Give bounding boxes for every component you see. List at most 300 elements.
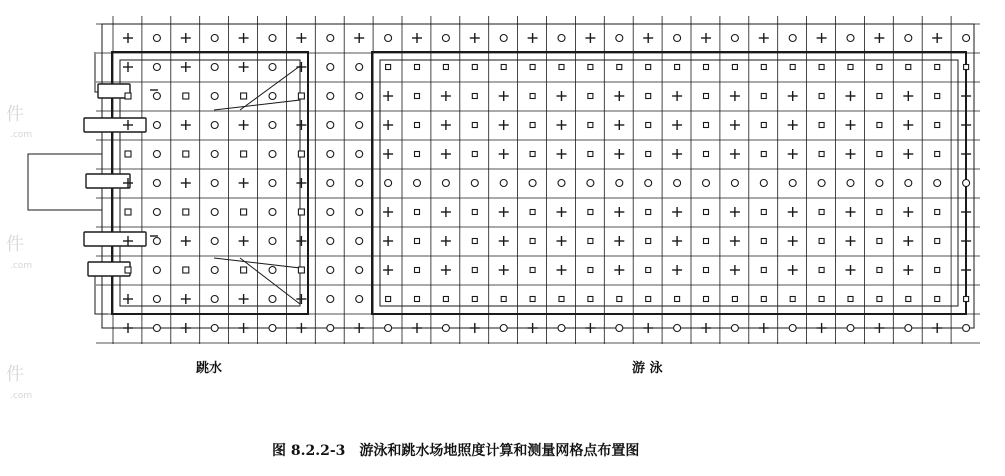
square-point [588,65,593,70]
diving-board [84,232,146,246]
circle-point [327,122,334,129]
square-point [761,152,766,157]
square-point [906,65,911,70]
square-point [877,94,882,99]
circle-point [500,325,507,332]
circle-point [327,296,334,303]
square-point [935,152,940,157]
cross-point [961,149,971,159]
cross-point [788,120,798,130]
square-point [732,297,737,302]
circle-point [327,93,334,100]
cross-point [961,265,971,275]
square-point [125,209,131,215]
diving-zone-line [214,66,300,110]
square-point [415,152,420,157]
cross-point [874,323,884,333]
cross-point [412,33,422,43]
circle-point [818,180,825,187]
circle-point [327,35,334,42]
square-point [732,65,737,70]
diving-board [88,262,130,276]
square-point [877,65,882,70]
square-point [183,267,189,273]
cross-point [903,91,913,101]
square-point [415,268,420,273]
cross-point [672,265,682,275]
cross-point [239,120,249,130]
cross-point [412,323,422,333]
square-point [935,239,940,244]
square-point [472,152,477,157]
watermark-domain: .com [10,391,33,401]
cross-point [557,149,567,159]
cross-point [701,323,711,333]
circle-point [211,180,218,187]
circle-point [674,180,681,187]
square-point [935,65,940,70]
cross-point [181,178,191,188]
square-point [472,94,477,99]
square-point [646,152,651,157]
circle-point [269,296,276,303]
square-point [704,268,709,273]
cross-point [123,323,133,333]
cross-point [181,294,191,304]
cross-point [239,178,249,188]
circle-point [211,35,218,42]
circle-point [153,238,160,245]
cross-point [788,91,798,101]
square-point [415,123,420,128]
circle-point [269,238,276,245]
square-point [761,210,766,215]
cross-point [296,178,306,188]
square-point [530,210,535,215]
square-point [530,152,535,157]
cross-point [730,236,740,246]
cross-point [903,265,913,275]
measurement-grid-lines [96,16,980,344]
square-point [472,268,477,273]
circle-point [789,35,796,42]
square-point [183,209,189,215]
square-point [646,239,651,244]
watermark-domain: .com [10,130,33,140]
square-point [588,94,593,99]
square-point [790,297,795,302]
cross-point [383,120,393,130]
cross-point [643,323,653,333]
square-point [415,210,420,215]
circle-point [471,180,478,187]
circle-point [153,209,160,216]
cross-point [614,91,624,101]
measurement-points [123,33,971,333]
square-point [125,93,131,99]
square-point [530,65,535,70]
cross-point [932,33,942,43]
cross-point [585,323,595,333]
cross-point [296,323,306,333]
square-point [935,268,940,273]
cross-point [672,91,682,101]
square-point [675,65,680,70]
square-point [298,267,304,273]
circle-point [356,64,363,71]
square-point [530,123,535,128]
square-point [501,65,506,70]
square-point [588,210,593,215]
square-point [906,297,911,302]
square-point [877,210,882,215]
diving-area-label: 跳水 [196,361,223,376]
cross-point [846,265,856,275]
circle-point [529,180,536,187]
cross-point [441,120,451,130]
circle-point [963,180,970,187]
circle-point [153,325,160,332]
square-point [415,65,420,70]
square-point [761,65,766,70]
cross-point [441,265,451,275]
circle-point [847,180,854,187]
square-point [848,297,853,302]
square-point [241,151,247,157]
cross-point [239,323,249,333]
circle-point [211,64,218,71]
circle-point [731,35,738,42]
circle-point [327,209,334,216]
square-point [241,93,247,99]
cross-point [296,236,306,246]
circle-point [356,93,363,100]
cross-point [499,207,509,217]
circle-point [153,122,160,129]
square-point [472,297,477,302]
cross-point [383,236,393,246]
circle-point [269,180,276,187]
circle-point [269,122,276,129]
square-point [819,65,824,70]
square-point [588,268,593,273]
circle-point [385,180,392,187]
watermark-glyph: 件 [6,104,24,125]
circle-point [847,325,854,332]
square-point [415,94,420,99]
square-point [559,65,564,70]
cross-point [614,265,624,275]
cross-point [961,91,971,101]
cross-point [614,207,624,217]
circle-point [616,325,623,332]
cross-point [441,207,451,217]
square-point [646,297,651,302]
cross-point [181,120,191,130]
square-point [761,239,766,244]
diving-board [84,118,146,132]
cross-point [239,33,249,43]
circle-point [327,325,334,332]
cross-point [383,91,393,101]
cross-point [181,33,191,43]
square-point [704,239,709,244]
square-point [646,123,651,128]
circle-point [789,325,796,332]
circle-point [327,180,334,187]
circle-point [356,122,363,129]
cross-point [470,33,480,43]
square-point [964,297,969,302]
circle-point [211,151,218,158]
square-point [588,152,593,157]
square-point [241,267,247,273]
square-point [675,297,680,302]
square-point [530,297,535,302]
square-point [761,268,766,273]
circle-point [211,122,218,129]
cross-point [528,323,538,333]
square-point [125,267,131,273]
circle-point [269,93,276,100]
circle-point [269,209,276,216]
square-point [761,297,766,302]
cross-point [296,62,306,72]
cross-point [499,91,509,101]
circle-point [356,267,363,274]
cross-point [730,149,740,159]
circle-point [211,238,218,245]
square-point [761,123,766,128]
cross-point [846,236,856,246]
cross-point [614,236,624,246]
square-point [183,93,189,99]
square-point [877,268,882,273]
cross-point [701,33,711,43]
square-point [588,239,593,244]
watermark-domain: .com [10,261,33,271]
square-point [472,123,477,128]
square-point [646,210,651,215]
square-point [877,297,882,302]
square-point [964,65,969,70]
circle-point [211,296,218,303]
square-point [877,123,882,128]
square-point [819,239,824,244]
circle-point [963,35,970,42]
square-point [819,152,824,157]
cross-point [730,207,740,217]
swimming-area-label: 游 泳 [632,361,663,376]
circle-point [269,151,276,158]
square-point [415,239,420,244]
cross-point [441,149,451,159]
square-point [386,65,391,70]
square-point [472,65,477,70]
square-point [559,297,564,302]
cross-point [239,294,249,304]
circle-point [558,35,565,42]
square-point [617,65,622,70]
square-point [472,210,477,215]
cross-point [499,120,509,130]
cross-point [846,149,856,159]
circle-point [442,325,449,332]
cross-point [557,120,567,130]
circle-point [211,325,218,332]
cross-point [614,149,624,159]
cross-point [788,149,798,159]
square-point [704,297,709,302]
circle-point [414,180,421,187]
cross-point [846,207,856,217]
circle-point [153,267,160,274]
circle-point [211,93,218,100]
circle-point [963,325,970,332]
figure-caption: 图 8.2.2-3 游泳和跳水场地照度计算和测量网格点布置图 [272,443,640,459]
cross-point [846,91,856,101]
square-point [877,239,882,244]
cross-point [181,236,191,246]
cross-point [903,120,913,130]
cross-point [932,323,942,333]
cross-point [788,236,798,246]
circle-point [356,209,363,216]
circle-point [645,180,652,187]
square-point [443,297,448,302]
square-point [819,210,824,215]
square-point [935,94,940,99]
circle-point [442,180,449,187]
circle-point [905,35,912,42]
circle-point [153,296,160,303]
cross-point [788,265,798,275]
cross-point [672,149,682,159]
square-point [790,65,795,70]
cross-point [672,207,682,217]
cross-point [499,149,509,159]
square-point [935,297,940,302]
circle-point [847,35,854,42]
square-point [443,65,448,70]
cross-point [903,236,913,246]
diving-board [86,174,130,188]
circle-point [442,35,449,42]
diving-basin [112,52,308,314]
cross-point [759,323,769,333]
cross-point [470,323,480,333]
square-point [530,268,535,273]
square-point [819,94,824,99]
circle-point [616,180,623,187]
square-point [298,151,304,157]
cross-point [614,120,624,130]
circle-point [905,325,912,332]
square-point [761,94,766,99]
cross-point [383,265,393,275]
square-point [298,209,304,215]
cross-point [557,236,567,246]
square-point [848,65,853,70]
square-point [646,268,651,273]
cross-point [643,33,653,43]
square-point [125,151,131,157]
cross-point [961,207,971,217]
cross-point [296,33,306,43]
circle-point [153,93,160,100]
cross-point [354,33,364,43]
square-point [183,151,189,157]
square-point [877,152,882,157]
cross-point [557,207,567,217]
circle-point [616,35,623,42]
circle-point [934,180,941,187]
circle-point [789,180,796,187]
circle-point [760,180,767,187]
cross-point [557,265,567,275]
circle-point [703,180,710,187]
circle-point [153,64,160,71]
diving-zone-line [214,258,300,304]
cross-point [383,207,393,217]
square-point [704,123,709,128]
circle-point [905,180,912,187]
circle-point [356,180,363,187]
cross-point [441,91,451,101]
circle-point [356,151,363,158]
square-point [704,152,709,157]
square-point [704,210,709,215]
cross-point [672,236,682,246]
square-point [704,65,709,70]
square-point [819,268,824,273]
square-point [386,297,391,302]
cross-point [817,323,827,333]
circle-point [731,180,738,187]
circle-point [211,209,218,216]
circle-point [385,35,392,42]
square-point [241,209,247,215]
deck-outline [102,24,974,328]
cross-point [239,236,249,246]
cross-point [354,323,364,333]
square-point [646,94,651,99]
circle-point [558,180,565,187]
square-point [472,239,477,244]
cross-point [296,120,306,130]
cross-point [181,62,191,72]
cross-point [788,207,798,217]
square-point [530,94,535,99]
square-point [819,297,824,302]
cross-point [557,91,567,101]
cross-point [817,33,827,43]
cross-point [181,323,191,333]
cross-point [123,294,133,304]
square-point [588,123,593,128]
cross-point [759,33,769,43]
cross-point [961,120,971,130]
cross-point [441,236,451,246]
square-point [935,210,940,215]
square-point [646,65,651,70]
circle-point [356,296,363,303]
cross-point [903,149,913,159]
cross-point [123,33,133,43]
square-point [588,297,593,302]
square-point [501,297,506,302]
square-point [819,123,824,128]
